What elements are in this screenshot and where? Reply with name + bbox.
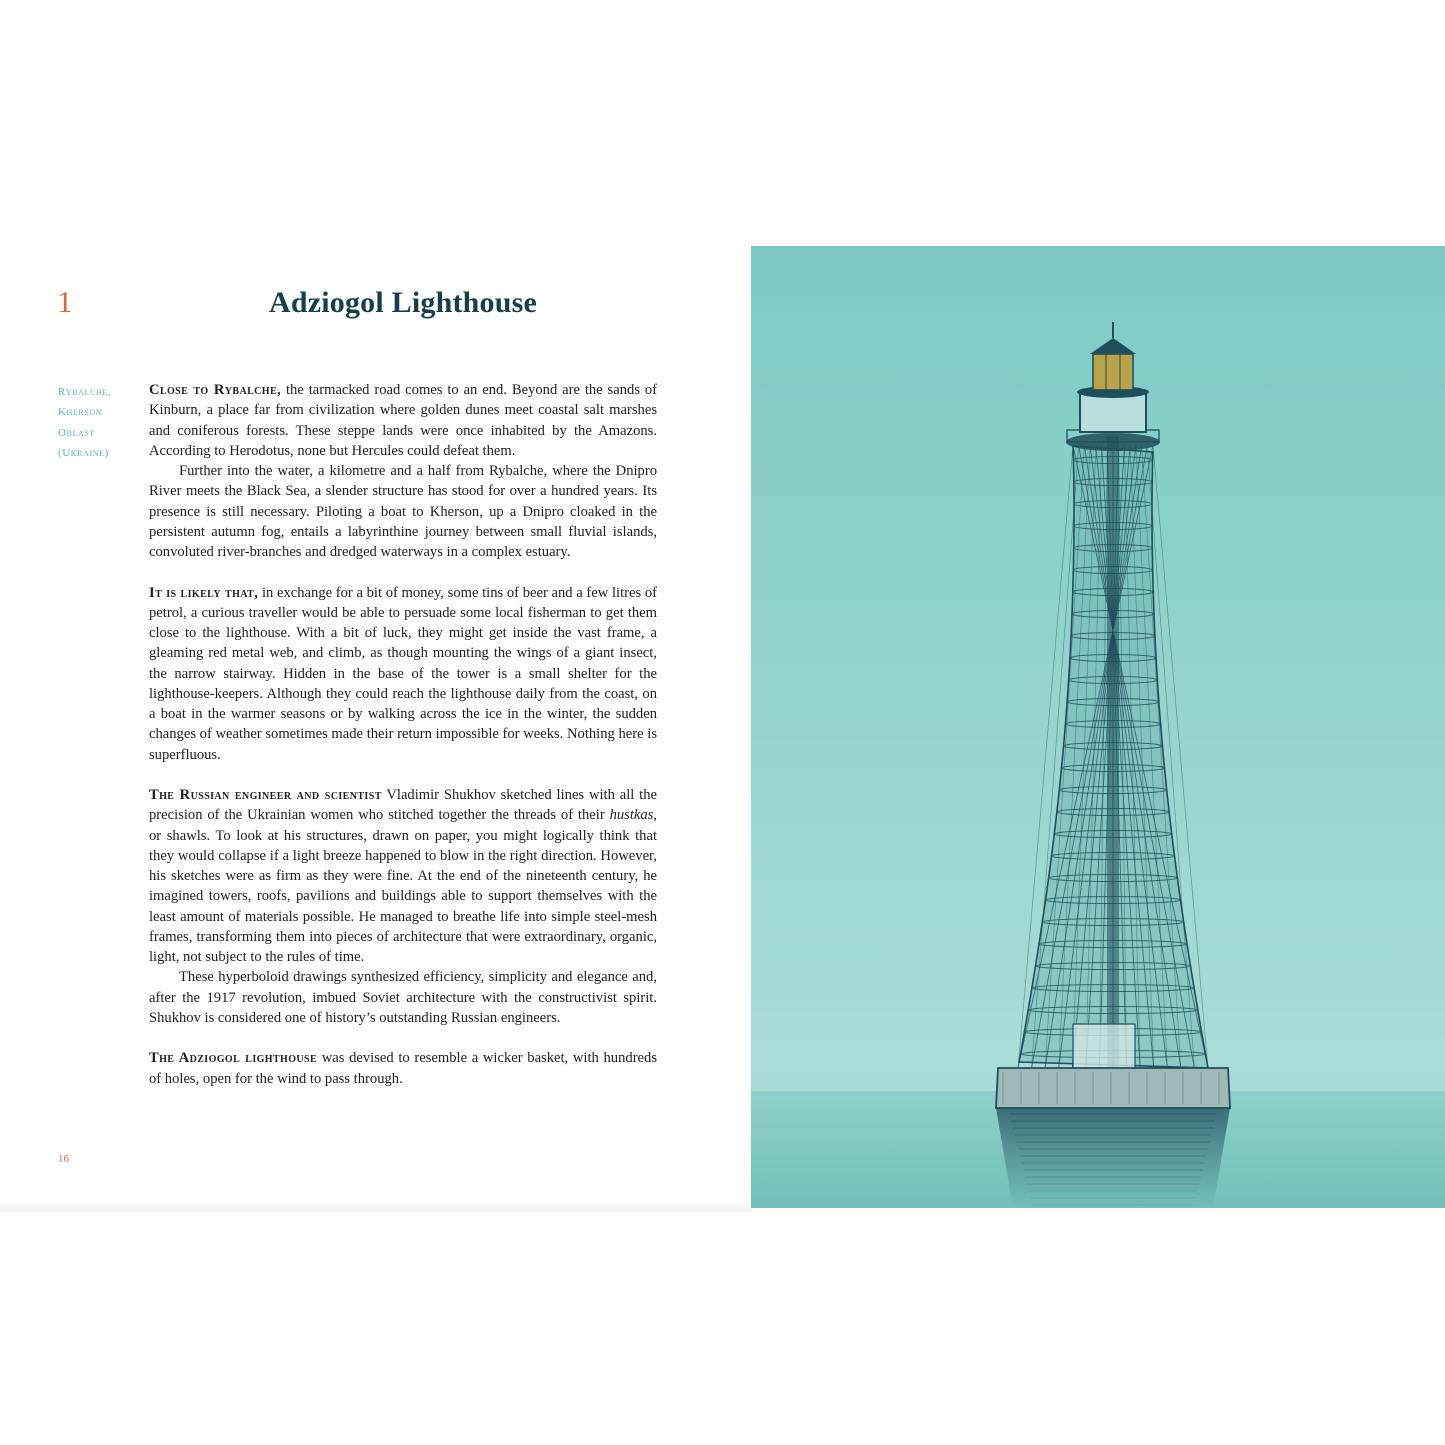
paragraph-text: These hyperboloid drawings synthesized efficiency, simplicity and elegance and, after the 1917 revolution, imbued Soviet architecture with the constructivist spirit. Shukhov is considered one of history’s outstanding Russian engineers.: [149, 969, 657, 1026]
chapter-title: Adziogol Lighthouse: [268, 286, 537, 319]
body-text: [149, 380, 657, 1089]
stair-shaft: [1107, 436, 1119, 1068]
base-reflection: [996, 1108, 1230, 1208]
paragraph-text: the tarmacked road comes to an end. Beyond are the sands of Kinburn, a place far from civilization where golden dunes meet coastal salt marshes and coniferous forests. These steppe lands were once inhabited by the Amazons. According to Herodotus, none but Hercules could defeat them.: [149, 382, 658, 459]
location-line: Kherson: [58, 406, 103, 419]
emphasis-word: hustkas: [609, 807, 654, 824]
paragraph-lead: The Adziogol lighthouse: [149, 1050, 318, 1067]
paragraph-lead: It is likely that,: [149, 584, 259, 601]
paragraph-lead: The Russian engineer and scientist: [149, 787, 382, 803]
location-line: Oblast: [58, 426, 95, 439]
paragraph-lead: Close to Rybalche,: [149, 382, 282, 398]
location-sidenote: [58, 382, 138, 463]
paragraph: [149, 461, 657, 562]
keepers-shelter: [1073, 1024, 1135, 1068]
location-line: (Ukraine): [58, 446, 109, 459]
paragraph: [149, 583, 657, 765]
location-line: Rybalche,: [58, 386, 112, 398]
paragraph-text: was devised to resemble a wicker basket, with hundreds of holes, open for the wind to pass through.: [149, 1050, 658, 1087]
paragraph: [149, 380, 657, 461]
lantern: [1093, 354, 1133, 390]
paragraph-text: Vladimir Shukhov sketched lines with all the precision of the Ukrainian women who stitched together the threads of their: [149, 787, 657, 824]
illustration-canvas: [751, 246, 1445, 1208]
page-number: 16: [58, 1153, 69, 1165]
tower-reflection: [996, 1108, 1230, 1208]
paragraph: [149, 967, 657, 1028]
chapter-number: 1: [57, 284, 73, 319]
paragraph: [149, 1048, 657, 1089]
paragraph-text: in exchange for a bit of money, some tins of beer and a few litres of petrol, a curious traveller would be able to persuade some local fisherman to get them close to the lighthouse. With a bit of luck, they might get inside the vast frame, a gleaming red metal web, and climb, as though mounting the wings of a giant insect, the narrow stairway. Hidden in the base of the tower is a small shelter for the lighthouse-keepers. Although they could reach the lighthouse daily from the coast, on a boat in the warmer seasons or by walking across the ice in the winter, the sudden changes of weather sometimes made their return impossible for weeks. Nothing here is superfluous.: [149, 584, 657, 763]
paragraph-text: , or shawls. To look at his structures, drawn on paper, you might logically think that they would collapse if a light breeze happened to blow in the right direction. However, his sketches were as firm as they were fine. At the end of the nineteenth century, he imagined towers, roofs, pavilions and buildings able to support themselves with the least amount of materials possible. He managed to breathe life into simple steel-mesh frames, transforming them into pieces of architecture that were extraordinary, organic, light, not subject to the rules of time.: [149, 807, 657, 965]
stone-base: [996, 1068, 1230, 1108]
paragraph: [149, 785, 657, 967]
lighthouse-illustration: [751, 246, 1445, 1208]
paragraph-text: Further into the water, a kilometre and a half from Rybalche, where the Dnipro River meets the Black Sea, a slender structure has stood for over a hundred years. Its presence is still necessary. Piloting a boat to Kherson, up a Dnipro cloaked in the persistent autumn fog, entails a labyrinthine journey between small fluvial islands, convoluted river-branches and dredged waterways in a complex estuary.: [149, 463, 657, 560]
page-edge-shadow: [0, 1200, 752, 1214]
